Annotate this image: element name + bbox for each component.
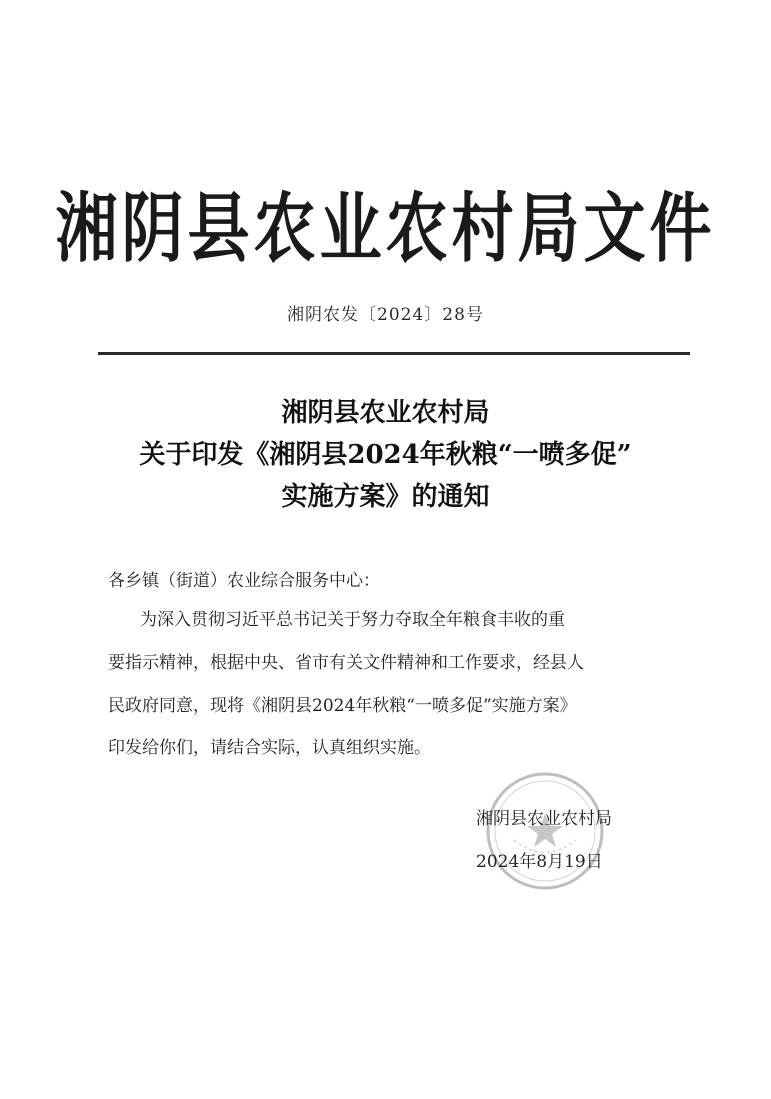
body-line-2: 要指示精神，根据中央、省市有关文件精神和工作要求，经县人 xyxy=(108,653,584,673)
document-number: 湘阴农发〔2024〕28号 xyxy=(287,305,484,325)
issue-date: 2024年8月19日 xyxy=(476,852,603,872)
official-seal xyxy=(484,770,606,892)
notice-title-line-1: 湘阴县农业农村局 xyxy=(281,398,490,428)
body-line-3: 民政府同意，现将《湘阴县2024年秋粮“一喷多促”实施方案》 xyxy=(108,696,577,716)
letterhead-title: 湘阴县农业农村局文件 xyxy=(55,183,716,273)
notice-title-line-3: 实施方案》的通知 xyxy=(281,482,490,512)
body-line-1: 为深入贯彻习近平总书记关于努力夺取全年粮食丰收的重 xyxy=(140,610,565,630)
issuer-name: 湘阴县农业农村局 xyxy=(476,809,612,829)
header-divider xyxy=(98,352,690,355)
salutation: 各乡镇（街道）农业综合服务中心： xyxy=(108,571,380,591)
notice-title-line-2: 关于印发《湘阴县2024年秋粮“一喷多促” xyxy=(139,440,632,470)
body-line-4: 印发给你们，请结合实际，认真组织实施。 xyxy=(108,738,431,758)
